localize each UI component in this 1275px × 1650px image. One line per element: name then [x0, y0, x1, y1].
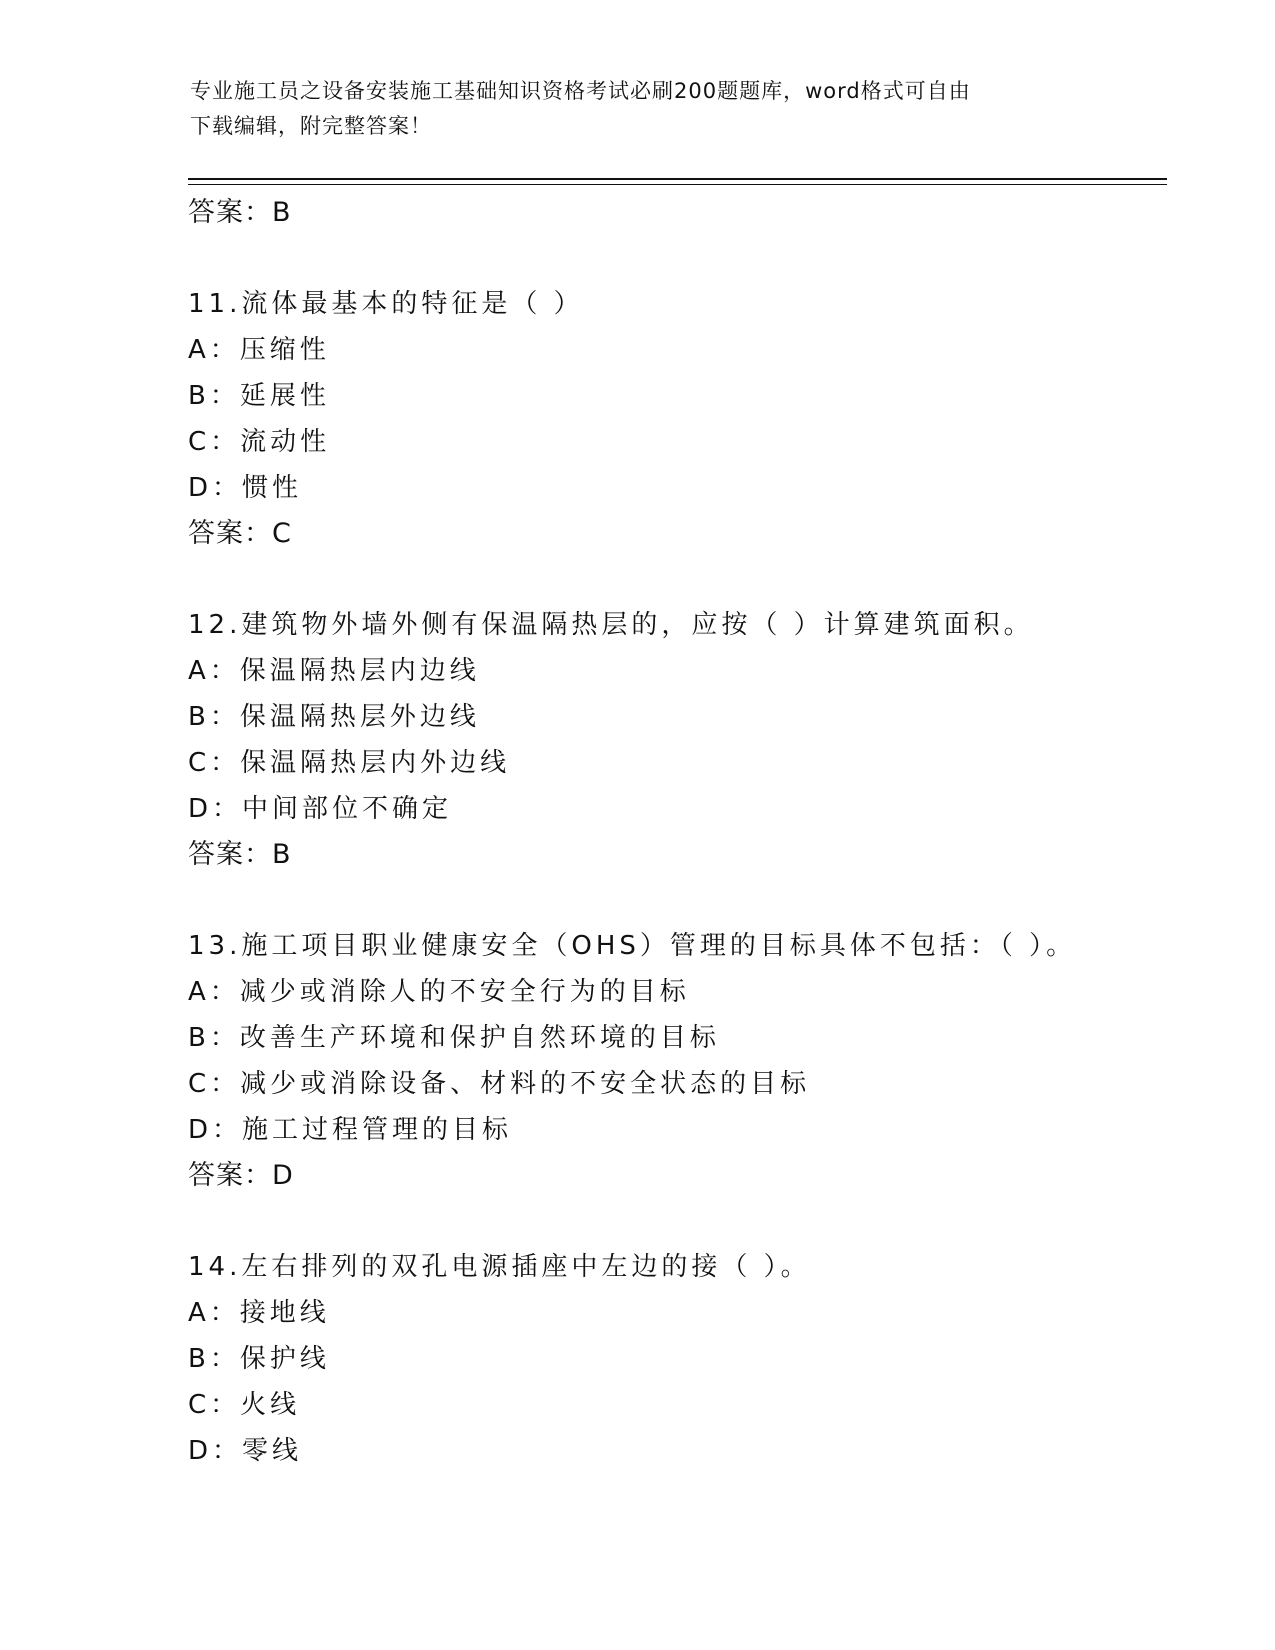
- option-c: C：流动性: [188, 427, 331, 457]
- option-b: B：保护线: [188, 1344, 330, 1374]
- option-a: A：减少或消除人的不安全行为的目标: [188, 977, 690, 1007]
- spacer: [188, 1199, 1168, 1244]
- spacer: [188, 878, 1168, 923]
- question-title: 12.建筑物外墙外侧有保温隔热层的，应按（ ）计算建筑面积。: [188, 610, 1034, 640]
- question-block-13: [188, 923, 1168, 1199]
- option-b: B：保温隔热层外边线: [188, 702, 480, 732]
- option-d: D：中间部位不确定: [188, 794, 453, 824]
- option-a: A：接地线: [188, 1298, 330, 1328]
- option-b: B：延展性: [188, 381, 330, 411]
- page-header: [190, 74, 1090, 144]
- header-rule-thin: [188, 184, 1167, 185]
- option-a: A：保温隔热层内边线: [188, 656, 480, 686]
- question-block-11: [188, 281, 1168, 557]
- spacer: [188, 236, 1168, 281]
- answer-line: 答案：C: [188, 518, 292, 549]
- option-b: B：改善生产环境和保护自然环境的目标: [188, 1023, 720, 1053]
- option-a: A：压缩性: [188, 335, 330, 365]
- answer-line: 答案：B: [188, 839, 292, 870]
- option-c: C：保温隔热层内外边线: [188, 748, 511, 778]
- answer-line: 答案：D: [188, 1160, 294, 1191]
- header-line-1: 专业施工员之设备安装施工基础知识资格考试必刷200题题库，word格式可自由: [190, 79, 971, 103]
- option-c: C：减少或消除设备、材料的不安全状态的目标: [188, 1069, 811, 1099]
- answer-line: 答案：B: [188, 197, 292, 228]
- question-list: [188, 190, 1168, 1474]
- question-block-12: [188, 602, 1168, 878]
- header-line-2: 下载编辑，附完整答案！: [190, 114, 432, 138]
- spacer: [188, 557, 1168, 602]
- question-title: 13.施工项目职业健康安全（OHS）管理的目标具体不包括：（ ）。: [188, 931, 1077, 961]
- question-title: 14.左右排列的双孔电源插座中左边的接（ ）。: [188, 1252, 811, 1282]
- question-block-14: [188, 1244, 1168, 1474]
- option-d: D：惯性: [188, 473, 303, 503]
- header-rule-thick: [188, 178, 1167, 180]
- option-d: D：施工过程管理的目标: [188, 1115, 513, 1145]
- option-c: C：火线: [188, 1390, 301, 1420]
- option-d: D：零线: [188, 1436, 303, 1466]
- question-title: 11.流体最基本的特征是（ ）: [188, 289, 584, 319]
